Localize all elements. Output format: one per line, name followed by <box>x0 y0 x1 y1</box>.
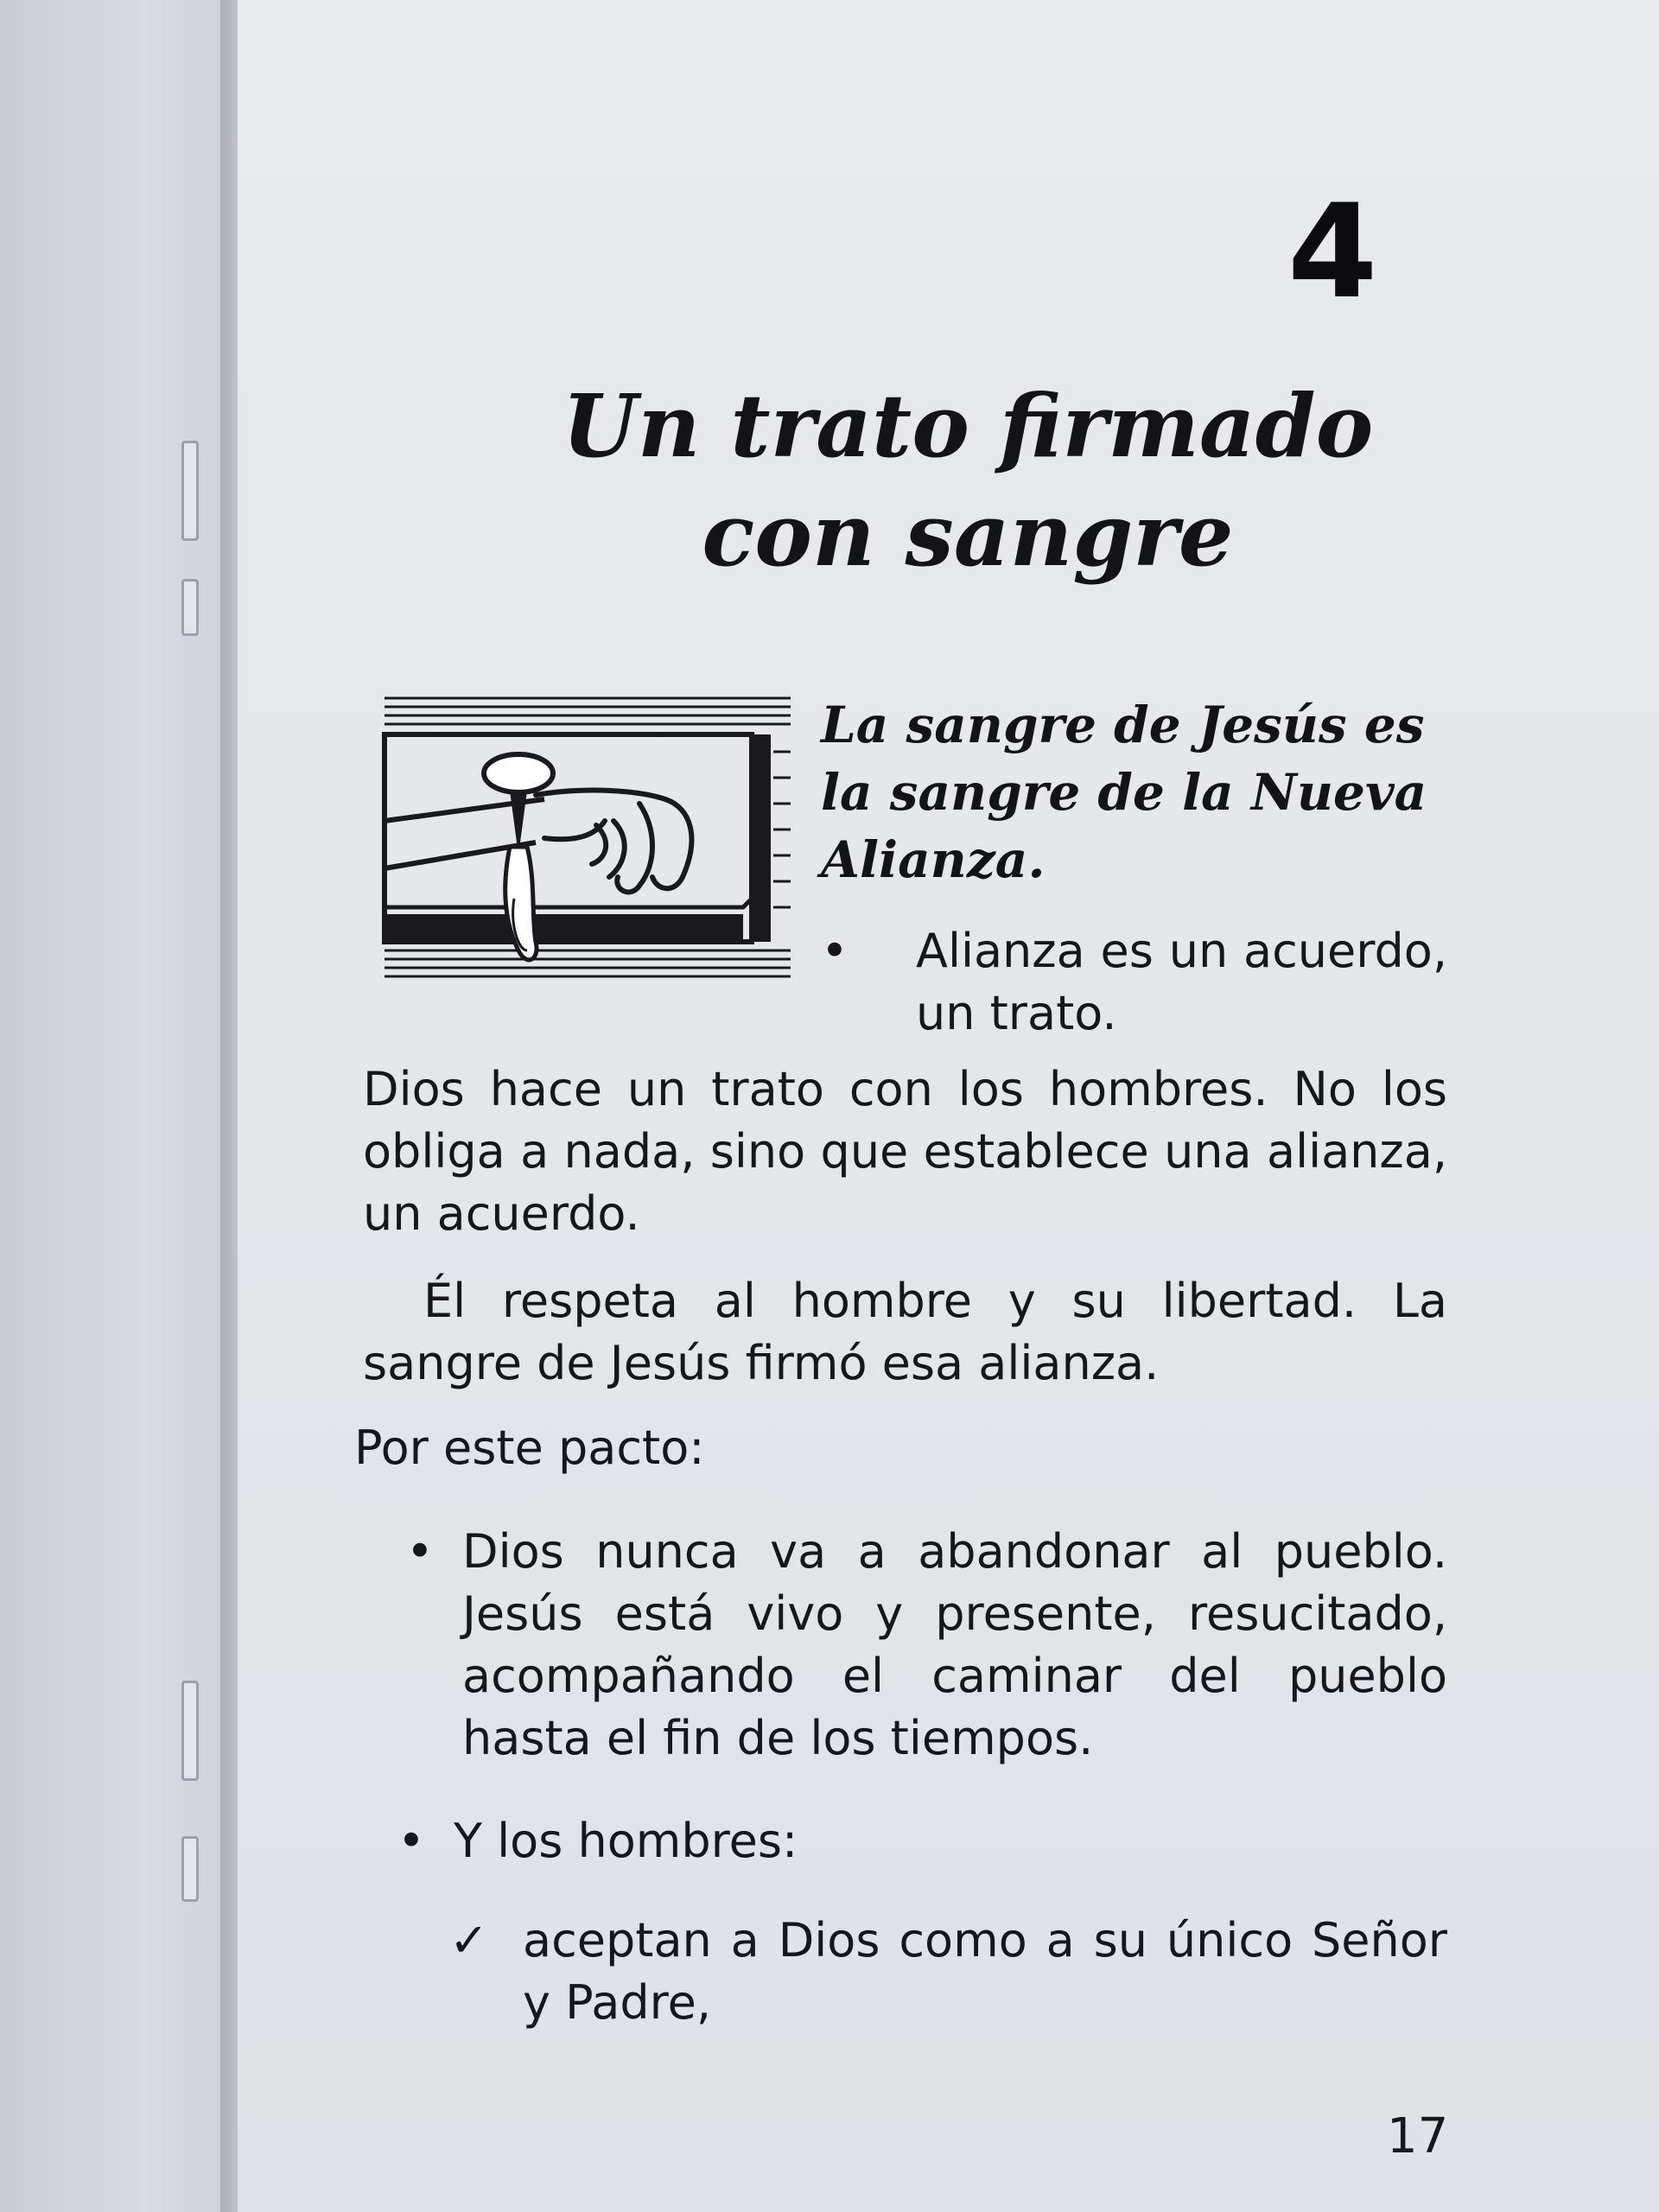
list-item-text: Dios nunca va a abandonar al pueblo. Jesús está vivo y presente, resucitado, acompañando el caminar del pueblo hasta el fin de los tiempos. <box>462 1524 1447 1765</box>
chapter-number: 4 <box>1287 177 1378 327</box>
hand-nail-blood-icon <box>380 691 795 989</box>
list-item-text: Y los hombres: <box>454 1814 798 1868</box>
definition-item <box>821 920 1447 1045</box>
paragraph: Él respeta al hombre y su libertad. La sangre de Jesús firmó esa alianza. <box>363 1274 1447 1390</box>
page-title <box>363 372 1573 589</box>
staple-icon <box>181 579 199 636</box>
left-page <box>0 0 242 2212</box>
bullet-icon: • <box>821 924 849 978</box>
highlight-text: La sangre de Jesús es la sangre de la Nueva Alianza. <box>821 696 1427 889</box>
staple-icon <box>181 441 199 541</box>
checkmark-icon: ✓ <box>449 1913 489 1967</box>
bullet-icon: • <box>406 1524 434 1579</box>
bullet-icon: • <box>397 1814 425 1868</box>
title-line-2: con sangre <box>702 484 1234 586</box>
staple-icon <box>181 1681 199 1781</box>
staple-icon <box>181 1836 199 1902</box>
title-line-1: Un trato firmado <box>562 375 1374 477</box>
definition-text: Alianza es un acuerdo, un trato. <box>916 924 1447 1040</box>
paragraph: Dios hace un trato con los hombres. No los obliga a nada, sino que establece una alianza, un acuerdo. <box>363 1062 1447 1241</box>
list-item <box>406 1521 1447 1770</box>
paragraph: Por este pacto: <box>354 1421 705 1475</box>
checklist-item-text: aceptan a Dios como a su único Señor y Padre, <box>523 1913 1447 2030</box>
checklist-item <box>449 1910 1447 2034</box>
list-item <box>397 1810 1439 1872</box>
page-number: 17 <box>1387 2108 1449 2164</box>
